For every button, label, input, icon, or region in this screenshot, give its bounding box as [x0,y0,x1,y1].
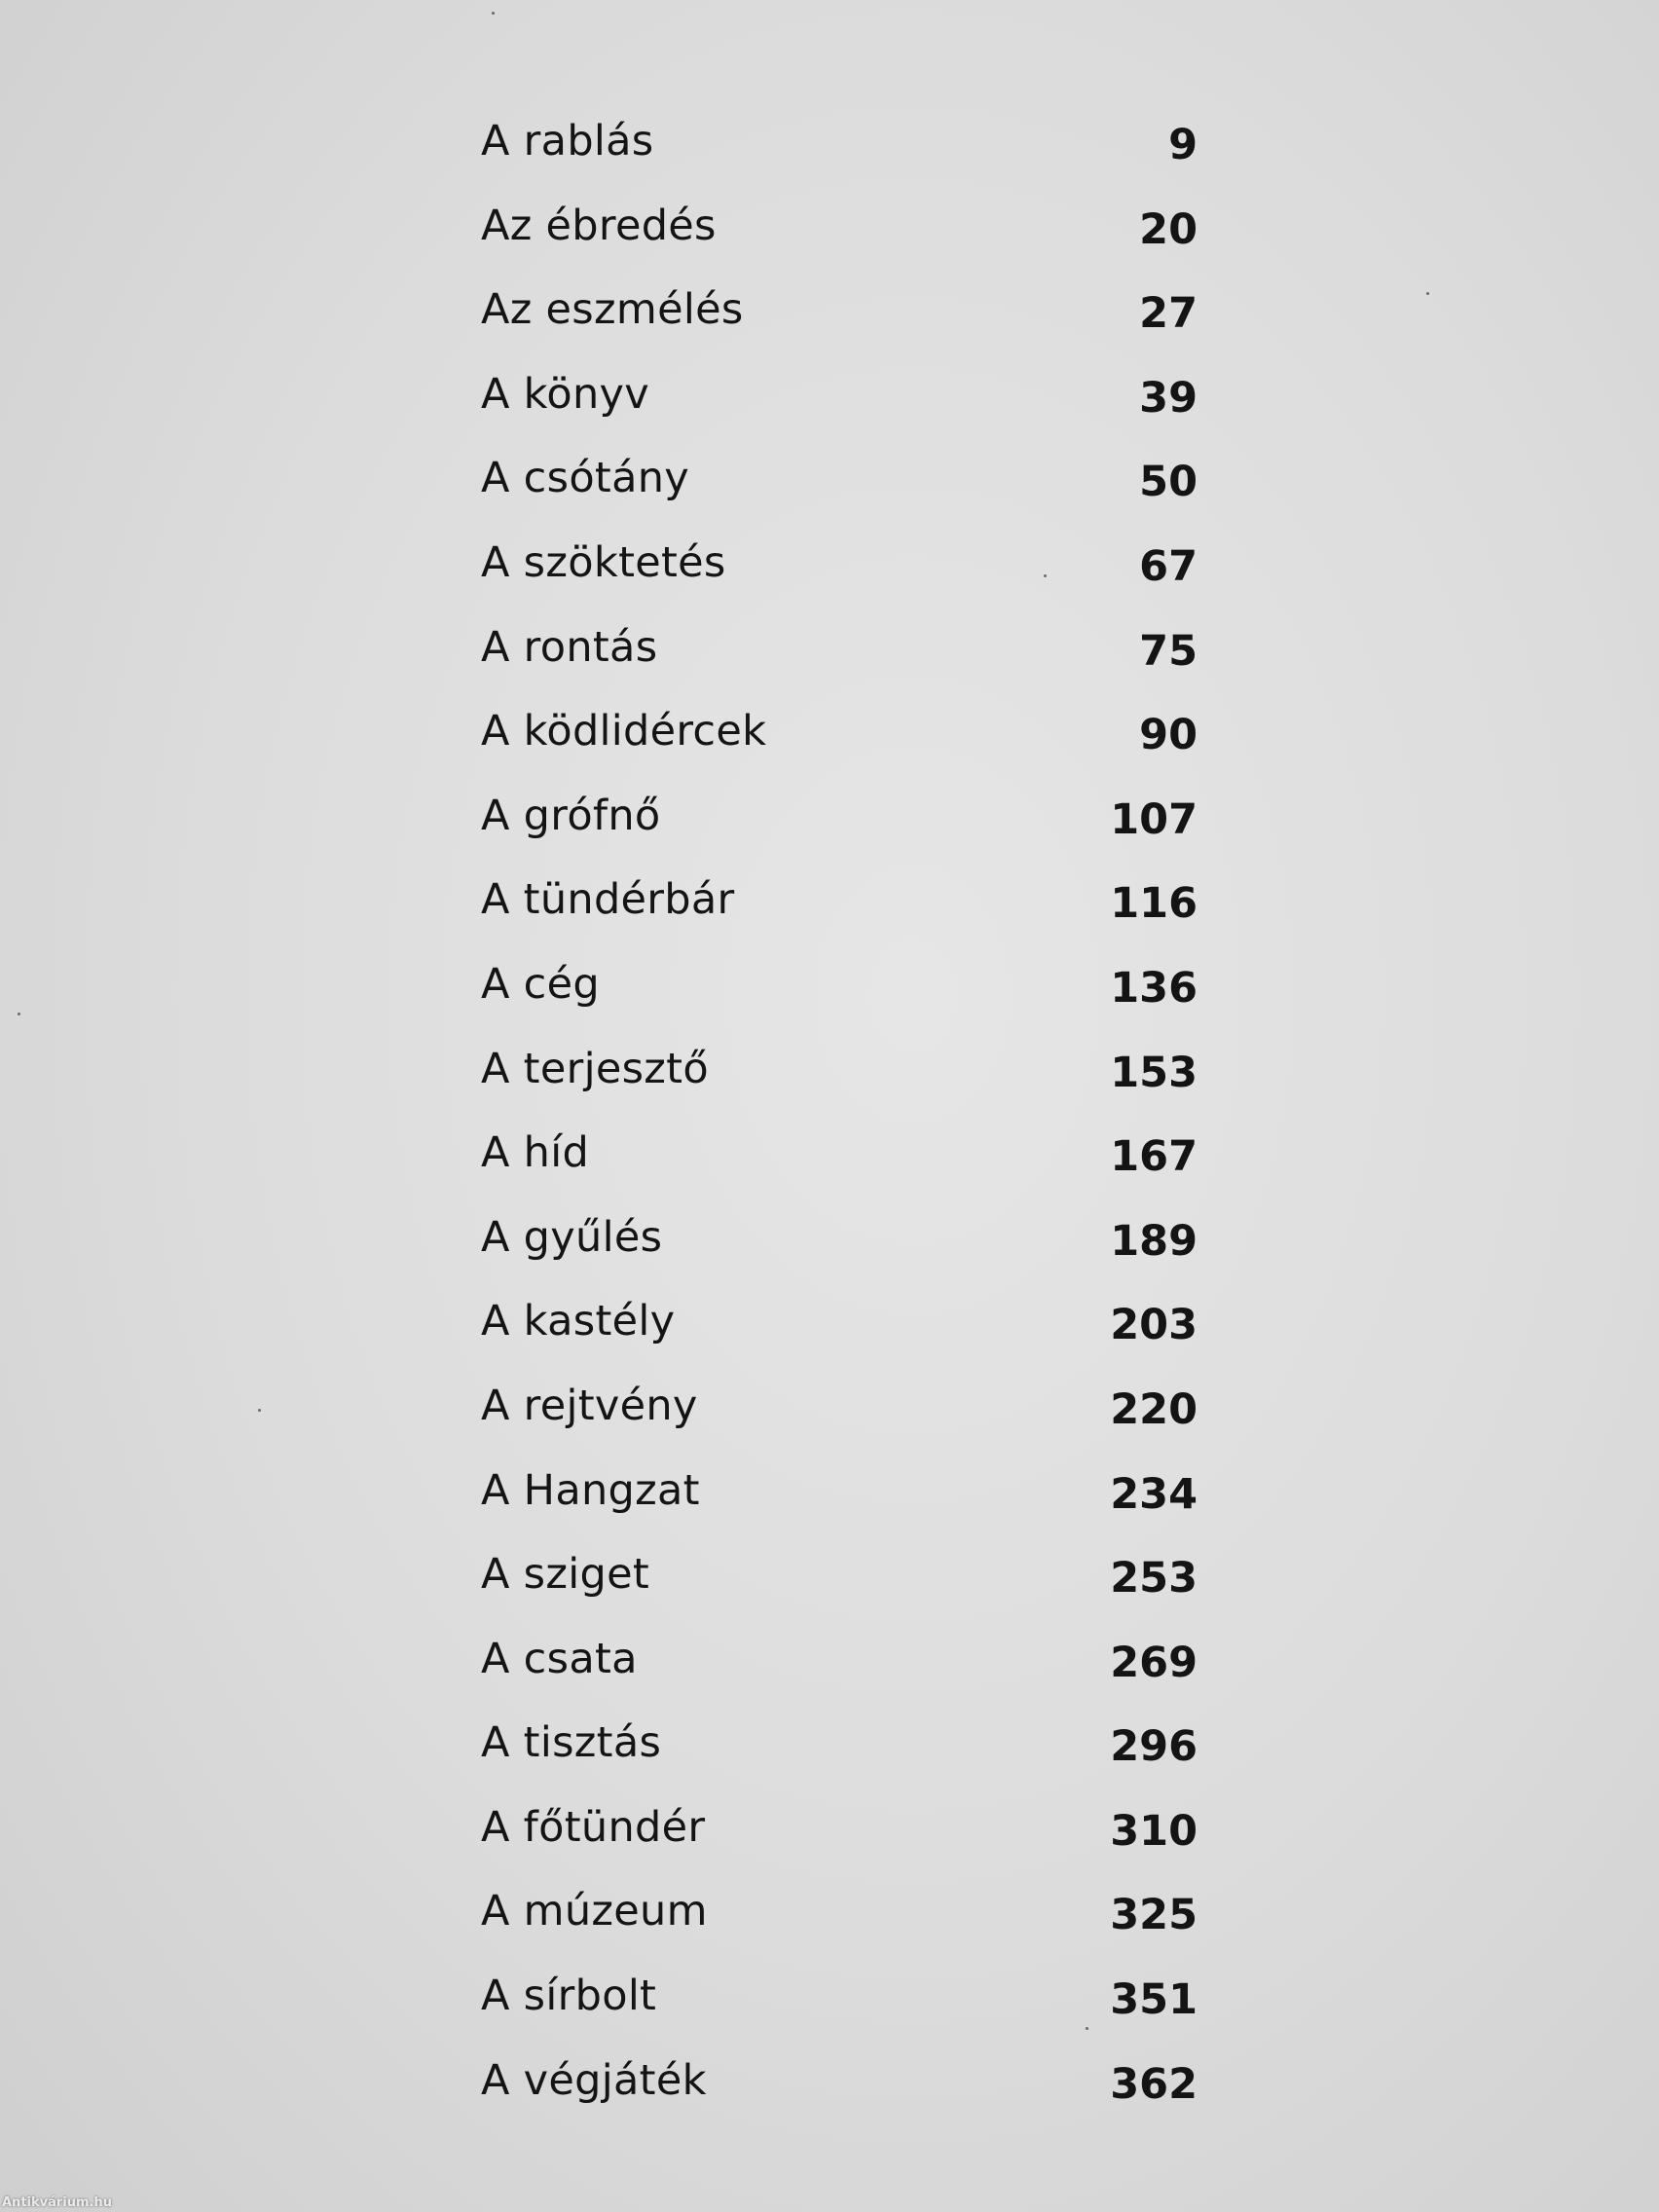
toc-entry-page-number: 153 [1110,1048,1198,1097]
toc-entry-title: A csata [481,1634,638,1683]
toc-entry-page-number: 167 [1110,1132,1198,1182]
toc-entry [477,1627,1198,1712]
toc-entry [477,615,1198,700]
toc-entry-title: A sziget [481,1550,650,1600]
toc-entry [477,1374,1198,1458]
toc-entry-page-number: 269 [1110,1638,1198,1687]
paper-speck [258,1409,261,1412]
toc-entry-page-number: 325 [1110,1891,1198,1940]
toc-entry-title: A rontás [481,622,658,672]
table-of-contents [477,109,1198,2132]
toc-entry-page-number: 9 [1168,121,1198,169]
toc-entry-title: A szöktetés [481,537,726,587]
toc-entry-page-number: 220 [1110,1384,1198,1434]
toc-entry [477,109,1198,194]
toc-entry [477,952,1198,1037]
toc-entry-title: A Hangzat [481,1465,700,1515]
toc-entry [477,784,1198,868]
toc-entry-page-number: 75 [1139,626,1198,676]
toc-entry-title: A könyv [481,369,650,419]
toc-entry-title: A gyűlés [481,1212,663,1262]
toc-entry-title: A múzeum [481,1887,708,1936]
toc-entry [477,1711,1198,1795]
toc-entry-page-number: 351 [1110,1975,1198,2025]
toc-entry [477,699,1198,784]
toc-entry-page-number: 27 [1139,289,1198,339]
toc-entry-page-number: 362 [1110,2059,1198,2109]
toc-entry-title: A sírbolt [481,1972,657,2021]
toc-entry [477,194,1198,278]
toc-entry-page-number: 116 [1110,879,1198,929]
toc-entry-page-number: 107 [1110,794,1198,844]
toc-entry [477,2048,1198,2133]
toc-entry-page-number: 296 [1110,1722,1198,1772]
toc-entry [477,1542,1198,1627]
toc-entry-title: A rejtvény [481,1381,698,1430]
toc-entry-title: A tündérbár [481,875,735,925]
toc-entry [477,1289,1198,1374]
toc-entry [477,1879,1198,1964]
toc-entry [477,277,1198,362]
toc-entry-page-number: 253 [1110,1554,1198,1604]
toc-entry-page-number: 136 [1110,963,1198,1013]
toc-entry-page-number: 20 [1139,204,1198,254]
toc-entry-page-number: 67 [1139,541,1198,591]
toc-entry-title: A ködlidércek [481,707,767,756]
toc-entry [477,446,1198,531]
paper-speck [1426,292,1429,295]
toc-entry [477,1205,1198,1290]
toc-entry-title: A híd [481,1128,590,1178]
toc-entry-title: A kastély [481,1297,676,1346]
toc-entry-title: A tisztás [481,1718,662,1768]
toc-entry-title: A cég [481,959,600,1009]
toc-entry-title: A végjáték [481,2055,707,2105]
toc-entry [477,867,1198,952]
toc-entry-page-number: 189 [1110,1216,1198,1266]
toc-entry [477,531,1198,615]
toc-entry [477,1037,1198,1122]
watermark-text: Antikvárium.hu [2,2195,112,2210]
toc-entry-title: A rablás [481,117,654,166]
toc-entry-page-number: 50 [1139,458,1198,507]
paper-speck [1086,2027,1088,2030]
toc-entry-page-number: 90 [1139,711,1198,760]
toc-entry [477,1795,1198,1880]
paper-speck [18,1013,20,1015]
toc-entry-title: A terjesztő [481,1044,709,1093]
paper-speck [1044,574,1047,577]
toc-entry-page-number: 39 [1139,373,1198,423]
toc-entry-title: Az eszmélés [481,285,744,335]
toc-entry-title: A grófnő [481,791,661,840]
toc-entry-title: A csótány [481,454,690,503]
toc-entry-page-number: 310 [1110,1806,1198,1856]
toc-entry-page-number: 234 [1110,1469,1198,1519]
toc-entry-title: Az ébredés [481,201,717,250]
paper-speck [492,12,495,15]
toc-entry [477,1121,1198,1205]
toc-entry-title: A főtündér [481,1802,706,1852]
toc-entry [477,362,1198,447]
toc-entry [477,1458,1198,1543]
toc-entry [477,1964,1198,2048]
toc-entry-page-number: 203 [1110,1301,1198,1350]
